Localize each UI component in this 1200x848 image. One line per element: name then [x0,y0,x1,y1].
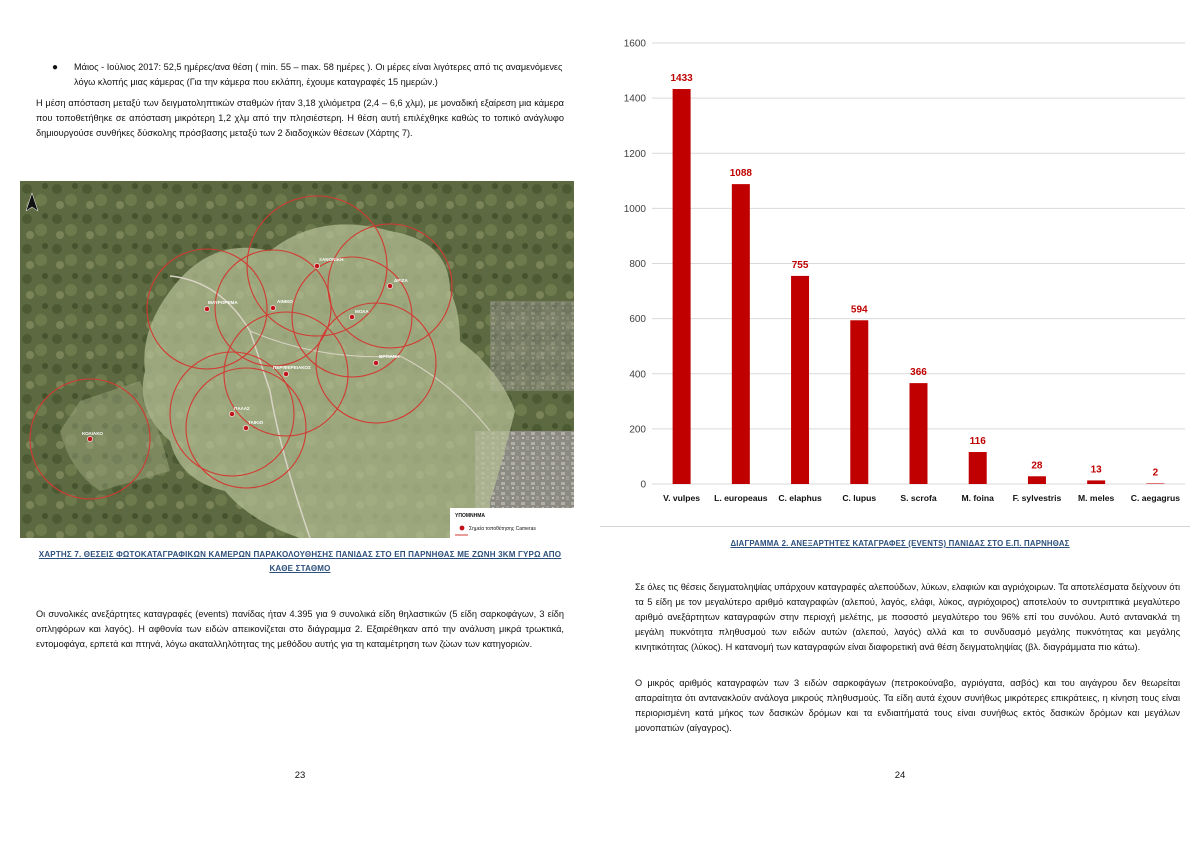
x-tick-label: F. sylvestris [1012,493,1062,503]
bar [1028,476,1046,484]
camera-marker [314,263,319,268]
camera-marker [87,436,92,441]
camera-marker [387,283,392,288]
map-label: ΑΙΝΙΚΟ [277,299,293,304]
y-tick-label: 0 [640,479,646,491]
bullet-dot-icon: ● [52,62,59,73]
map-label: ΞΑΝΟΝΙΚΗ [319,257,344,262]
camera-marker [270,305,275,310]
x-tick-label: L. europeaus [714,493,768,503]
bullet-text: Μάιος - Ιούλιος 2017: 52,5 ημέρες/ανα θέση ( min. 55 – max. 58 ημέρες ). Οι μέρες είναι λιγότερες από τις αναμενόμενες λόγω κλοπής μιας κάμερας (Για την κάμερα που εκλάπη, έχουμε καταγραφές 15 ημερών.) [74,62,563,87]
paragraph-small-carnivores: Ο μικρός αριθμός καταγραφών των 3 ειδών σαρκοφάγων (πετροκούναβο, αγριόγατα, ασβός) και του αιγάγρου δεν θεωρείται απαραίτητα ότι αντανακλούν ανάλογα μικρούς πληθυσμούς. Τα είδη αυτά έχουν συνήθως μικρότερες επικράτειες, η κίνηση τους είναι περιορισμένη κατά μήκος των δασικών δρόμων και τα ενδιαιτήματά τους είναι συνήθως εκτός δασικών δρόμων και μεγάλων μονοπατιών (αίγαγρος). [635,678,1180,733]
map-label: ΔΡΙΖΑ [394,278,408,283]
bar [1087,480,1105,484]
legend-item: Σημεία τοποθέτησης Cameras [469,526,536,532]
bar [910,383,928,484]
camera-marker [204,306,209,311]
paragraph-distance: Η μέση απόσταση μεταξύ των δειγματοληπτικών σταθμών ήταν 3,18 χιλιόμετρα (2,4 – 6,6 χλμ), με μοναδική εξαίρεση μια κάμερα που τοποθετήθηκε σε απόσταση μικρότερη 1,2 χλμ από την πλησιέστερη. Η θέση αυτή επιλέχθηκε καθώς το τοπικό ανάγλυφο δημιουργούσε συνθήκες δύσκολης πρόσβασης μεταξύ των 2 διαδοχικών θέσεων (Χάρτης 7). [36,98,564,138]
camera-marker [373,360,378,365]
y-tick-label: 1600 [623,38,646,50]
y-tick-label: 600 [629,314,646,326]
chart-svg [600,34,1190,528]
legend-title: ΥΠΟΜΝΗΜΑ [455,513,485,519]
bar-chart [600,34,1190,528]
bar [791,276,809,484]
urban-area-north [490,301,574,391]
chart-caption: ΔΙΑΓΡΑΜΜΑ 2. ΑΝΕΞΑΡΤΗΤΕΣ ΚΑΤΑΓΡΑΦΕΣ (EVENTS) ΠΑΝΙΔΑΣ ΣΤΟ Ε.Π. ΠΑΡΝΗΘΑΣ [730,539,1070,548]
legend-marker-icon [460,526,465,531]
map-label: ΤΑΙΚΙΟ [248,420,264,425]
data-label: 1088 [729,168,752,180]
y-tick-label: 200 [629,424,646,436]
data-label: 28 [1031,460,1043,472]
y-tick-label: 400 [629,369,646,381]
bar [673,89,691,484]
bar [1146,483,1164,484]
y-tick-label: 1400 [623,93,646,105]
camera-marker [283,371,288,376]
bullet-item [52,60,572,90]
x-tick-label: M. foina [961,493,994,503]
map-image [20,181,574,538]
data-label: 594 [850,304,868,316]
bar [969,452,987,484]
paragraph-results: Σε όλες τις θέσεις δειγματοληψίας υπάρχουν καταγραφές αλεπούδων, λύκων, ελαφιών και αγριόχοιρων. Τα αποτελέσματα δείχνουν ότι τα 5 είδη με τον μεγαλύτερο αριθμό καταγραφών (αλεπού, λαγός, ελάφι, λύκος, αγριόχοιρος) αποτελούν το συντριπτικά μεγαλύτερο αριθμό ανεξάρτητων καταγραφών στην περιοχή μελέτης, με ποσοστό μεγαλύτερο του 96% επί του συνόλου. Αυτό αντανακλά τη μεγάλη πυκνότητα πληθυσμού των ειδών αυτών (αλεπού, λαγός) αλλά και το συνδυασμό μεγάλης πυκνότητας και μεγάλης κινητικότητας (λύκος). Η κατανομή των καταγραφών είναι διαφορετική ανά θέση δειγματοληψίας (βλ. διαγράμματα πιο κάτω). [635,582,1180,652]
page-number: 23 [294,770,306,781]
camera-marker [229,411,234,416]
map-label: ΠΕΡΙΦΕΡΕΙΑΚΟΣ [273,365,311,370]
data-label: 2 [1152,467,1159,479]
page-number: 24 [894,770,906,781]
x-tick-label: C. lupus [842,493,877,503]
x-tick-label: M. meles [1078,493,1115,503]
data-label: 755 [791,259,809,271]
map-caption: ΧΑΡΤΗΣ 7. ΘΕΣΕΙΣ ΦΩΤΟΚΑΤΑΓΡΑΦΙΚΩΝ ΚΑΜΕΡΩΝ ΠΑΡΑΚΟΛΟΥΘΗΣΗΣ ΠΑΝΙΔΑΣ ΣΤΟ ΕΠ ΠΑΡΝΗΘΑΣ ΜΕ ΖΩΝΗ 3ΚΜ ΓΥΡΩ ΑΠΟ ΚΑΘΕ ΣΤΑΘΜΟ [38,550,562,573]
map-svg [20,181,574,538]
map-legend [450,508,574,538]
y-tick-label: 800 [629,259,646,270]
map-label: ΠΑΛΑΣ [234,406,250,411]
bar [732,184,750,484]
paragraph-events: Οι συνολικές ανεξάρτητες καταγραφές (events) πανίδας ήταν 4.395 για 9 συνολικά είδη θηλαστικών (5 είδη σαρκοφάγων, 3 είδη οπληφόρων και λαγός). Η αφθονία των ειδών απεικονίζεται στο διάγραμμα 2. Εξαιρέθηκαν από την ανάλυση μικρά τρωκτικά, εντομοφάγα, ερπετά και πτηνά, λόγω ακαταλληλότητας της μεθόδου αυτής για τη καταμέτρηση των ζώων των κατηγοριών. [36,609,564,649]
x-tick-label: V. vulpes [663,493,701,503]
camera-marker [349,314,354,319]
data-label: 366 [910,367,927,379]
data-label: 13 [1090,464,1102,476]
x-tick-label: C. elaphus [778,493,822,503]
y-tick-label: 1200 [623,148,646,160]
data-label: 1433 [670,73,693,85]
x-tick-label: S. scrofa [900,493,937,503]
map-label: ΒΡΤΙΑΝΗ [379,354,400,359]
data-label: 116 [969,436,986,448]
map-label: ΜΟΛΑ [355,309,369,314]
map-label: ΚΟΛΙΑΚΟ [82,431,103,436]
camera-marker [243,425,248,430]
right-page [600,0,1200,848]
x-tick-label: C. aegagrus [1130,493,1180,503]
y-tick-label: 1000 [623,203,646,215]
bar [850,320,868,484]
map-label: ΜΑΥΡΟΡΕΜΑ [208,300,238,305]
